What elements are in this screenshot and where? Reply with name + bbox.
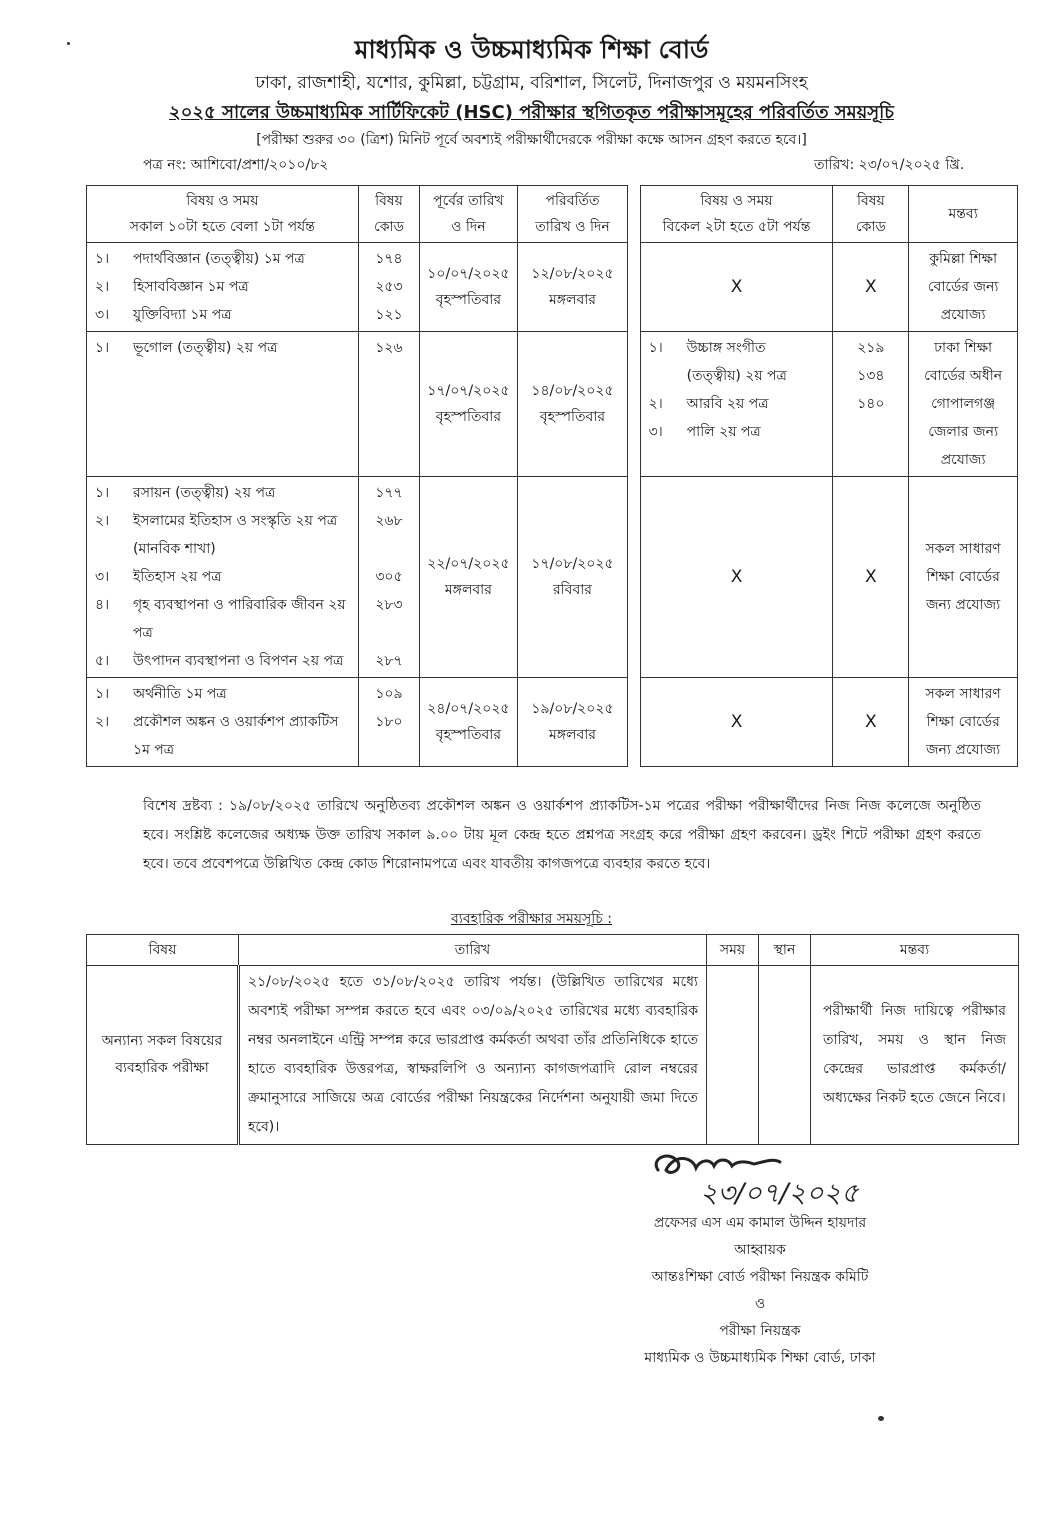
header-afternoon-subject: বিষয় ও সময় বিকেল ২টা হতে ৫টা পর্যন্ত <box>640 186 833 243</box>
subject-codes: ১৭৪ ২৫৩ ১২১ <box>358 243 420 332</box>
previous-date: ১০/০৭/২০২৫ বৃহস্পতিবার <box>420 243 517 332</box>
previous-date: ১৭/০৭/২০২৫ বৃহস্পতিবার <box>420 332 517 477</box>
afternoon-subjects <box>640 332 833 477</box>
signatory-name: প্রফেসর এস এম কামাল উদ্দিন হায়দার <box>653 1215 867 1231</box>
header-gap <box>628 186 640 243</box>
practical-place <box>759 966 811 1145</box>
exam-note: [পরীক্ষা শুরুর ৩০ (ত্রিশ) মিনিট পূর্বে অবশ্যই পরীক্ষার্থীদেরকে পরীক্ষা কক্ষে আসন গ্রহণ করতে হবে।] <box>256 132 807 148</box>
signature <box>640 1140 930 1210</box>
practical-subject: অন্যান্য সকল বিষয়ের ব্যবহারিক পরীক্ষা <box>87 966 239 1145</box>
subject-item: ২। আরবি ২য় পত্র <box>648 396 769 412</box>
remarks-cell: সকল সাধারণ শিক্ষা বোর্ডের জন্য প্রযোজ্য <box>909 477 1018 678</box>
subject-item: ৩। পালি ২য় পত্র <box>648 424 761 440</box>
special-note: বিশেষ দ্রষ্টব্য : ১৯/০৮/২০২৫ তারিখে অনুষ্ঠিতব্য প্রকৌশল অঙ্কন ও ওয়ার্কশপ প্র্যাকটিস-১ম পত্রের পরীক্ষা পরীক্ষার্থীদের নিজ নিজ কলেজে অনুষ্ঠিত হবে। সংশ্লিষ্ট কলেজের অধ্যক্ষ উক্ত তারিখ সকাল ৯.০০ টায় মূল কেন্দ্র হতে প্রশ্নপত্র সংগ্রহ করে পরীক্ষা গ্রহণ করবেন। ড্রইং শিটে পরীক্ষা গ্রহণ করতে হবে। তবে প্রবেশপত্রে উল্লিখিত কেন্দ্র কোড শিরোনামপত্রে এবং যাবতীয় কাগজপত্রে ব্যবহার করতে হবে। <box>143 798 981 872</box>
header-practical-time: সময় <box>707 935 759 966</box>
subject-codes: ১০৯ ১৮০ <box>358 678 420 767</box>
subject-item: ১। রসায়ন (তত্ত্বীয়) ২য় পত্র <box>95 485 276 501</box>
scan-speck <box>878 1416 884 1421</box>
header-afternoon-code: বিষয় কোড <box>833 186 909 243</box>
morning-subjects <box>87 477 359 678</box>
table-row <box>87 477 1018 678</box>
subject-item: ২। ইসলামের ইতিহাস ও সংস্কৃতি ২য় পত্র (মানবিক শাখা) <box>95 513 338 557</box>
afternoon-codes: ২১৯ ১৩৪ ১৪০ <box>833 332 909 477</box>
document-date: তারিখ: ২৩/০৭/২০২৫ খ্রি. <box>814 157 965 173</box>
morning-subjects <box>87 678 359 767</box>
schedule-table <box>86 185 1018 767</box>
signature-date: ২৩/০৭/২০২৫ <box>700 1178 859 1209</box>
afternoon-none-mark: X <box>640 243 833 332</box>
afternoon-none-mark: X <box>640 477 833 678</box>
header-new-date: পরিবর্তিত তারিখ ও দিন <box>517 186 628 243</box>
practical-time <box>707 966 759 1145</box>
previous-date: ২৪/০৭/২০২৫ বৃহস্পতিবার <box>420 678 517 767</box>
board-list: ঢাকা, রাজশাহী, যশোর, কুমিল্লা, চট্টগ্রাম, বরিশাল, সিলেট, দিনাজপুর ও ময়মনসিংহ <box>255 73 808 93</box>
signatory-board: মাধ্যমিক ও উচ্চমাধ্যমিক শিক্ষা বোর্ড, ঢাকা <box>644 1350 876 1366</box>
morning-subjects <box>87 243 359 332</box>
signatory-committee: আন্তঃশিক্ষা বোর্ড পরীক্ষা নিয়ন্ত্রক কমিটি <box>651 1269 869 1285</box>
previous-date: ২২/০৭/২০২৫ মঙ্গলবার <box>420 477 517 678</box>
remarks-cell: কুমিল্লা শিক্ষা বোর্ডের জন্য প্রযোজ্য <box>909 243 1018 332</box>
scan-speck <box>67 42 70 45</box>
practical-date-text: ২১/০৮/২০২৫ হতে ৩১/০৮/২০২৫ তারিখ পর্যন্ত। (উল্লিখিত তারিখের মধ্যে অবশ্যই পরীক্ষা সম্পন্ন করতে হবে এবং ০৩/০৯/২০২৫ তারিখের মধ্যে ব্যবহারিক নম্বর অনলাইনে এন্ট্রি সম্পন্ন করে ভারপ্রাপ্ত কর্মকর্তা অথবা তাঁর প্রতিনিধিকে হাতে হাতে ব্যবহারিক উত্তরপত্র, স্বাক্ষরলিপি ও অন্যান্য কাগজপত্রাদি রোল নম্বরের ক্রমানুসারে সাজিয়ে অত্র বোর্ডের পরীক্ষা নিয়ন্ত্রকের নির্দেশনা অনুযায়ী জমা দিতে হবে)। <box>239 966 707 1145</box>
subject-item: (তত্ত্বীয়) ২য় পত্র <box>686 368 787 384</box>
remarks-cell: সকল সাধারণ শিক্ষা বোর্ডের জন্য প্রযোজ্য <box>909 678 1018 767</box>
table-row <box>87 243 1018 332</box>
subject-codes: ১৭৭ ২৬৮ ৩০৫ ২৮৩ ২৮৭ <box>358 477 420 678</box>
table-header-row <box>87 186 1018 243</box>
signatory-block <box>560 1210 960 1372</box>
schedule-title: ২০২৫ সালের উচ্চমাধ্যমিক সার্টিফিকেট (HSC) পরীক্ষার স্থগিতকৃত পরীক্ষাসমূহের পরিবর্তিত সময়সূচি <box>169 102 894 123</box>
header-previous-date: পূর্বের তারিখ ও দিন <box>420 186 517 243</box>
remarks-cell: ঢাকা শিক্ষা বোর্ডের অধীন গোপালগঞ্জ জেলার জন্য প্রযোজ্য <box>909 332 1018 477</box>
header-practical-remarks: মন্তব্য <box>811 935 1019 966</box>
subject-item: ৩। ইতিহাস ২য় পত্র <box>95 569 222 585</box>
table-row <box>87 332 1018 477</box>
signatory-role: পরীক্ষা নিয়ন্ত্রক <box>719 1323 801 1339</box>
subject-item: ১। ভূগোল (তত্ত্বীয়) ২য় পত্র <box>95 340 278 356</box>
practical-heading: ব্যবহারিক পরীক্ষার সময়সূচি : <box>450 911 613 927</box>
subject-item: ১। অর্থনীতি ১ম পত্র <box>95 686 227 702</box>
new-date: ১২/০৮/২০২৫ মঙ্গলবার <box>517 243 628 332</box>
header-practical-place: স্থান <box>759 935 811 966</box>
subject-item: ১। পদার্থবিজ্ঞান (তত্ত্বীয়) ১ম পত্র <box>95 251 305 267</box>
board-title: মাধ্যমিক ও উচ্চমাধ্যমিক শিক্ষা বোর্ড <box>354 35 709 64</box>
morning-subjects <box>87 332 359 477</box>
subject-item: ৩। যুক্তিবিদ্যা ১ম পত্র <box>95 307 232 323</box>
new-date: ১৪/০৮/২০২৫ বৃহস্পতিবার <box>517 332 628 477</box>
subject-item: ৪। গৃহ ব্যবস্থাপনা ও পারিবারিক জীবন ২য় পত্র <box>95 597 346 641</box>
practical-table <box>86 934 1019 1145</box>
header-morning-subject: বিষয় ও সময় সকাল ১০টা হতে বেলা ১টা পর্যন্ত <box>87 186 359 243</box>
reference-number: পত্র নং: আশিবো/প্রশা/২০১০/৮২ <box>143 157 329 173</box>
header-remarks: মন্তব্য <box>909 186 1018 243</box>
header-practical-subject: বিষয় <box>87 935 239 966</box>
header-code: বিষয় কোড <box>358 186 420 243</box>
subject-codes: ১২৬ <box>358 332 420 477</box>
afternoon-code-none-mark: X <box>833 678 909 767</box>
subject-item: ৫। উৎপাদন ব্যবস্থাপনা ও বিপণন ২য় পত্র <box>95 653 344 669</box>
afternoon-none-mark: X <box>640 678 833 767</box>
subject-item: ২। হিসাববিজ্ঞান ১ম পত্র <box>95 279 249 295</box>
table-row <box>87 678 1018 767</box>
practical-row <box>87 966 1019 1145</box>
practical-remarks: পরীক্ষার্থী নিজ দায়িত্বে পরীক্ষার তারিখ, সময় ও স্থান নিজ কেন্দ্রের ভারপ্রাপ্ত কর্মকর্তা/অধ্যক্ষের নিকট হতে জেনে নিবে। <box>811 966 1019 1145</box>
afternoon-code-none-mark: X <box>833 477 909 678</box>
afternoon-code-none-mark: X <box>833 243 909 332</box>
signatory-designation: আহ্বায়ক <box>734 1242 786 1258</box>
subject-item: ২। প্রকৌশল অঙ্কন ও ওয়ার্কশপ প্র্যাকটিস ১ম পত্র <box>95 714 339 758</box>
new-date: ১৯/০৮/২০২৫ মঙ্গলবার <box>517 678 628 767</box>
practical-header-row <box>87 935 1019 966</box>
header-practical-date: তারিখ <box>239 935 707 966</box>
signatory-conjunction: ও <box>754 1296 766 1312</box>
subject-item: ১। উচ্চাঙ্গ সংগীত <box>648 340 766 356</box>
new-date: ১৭/০৮/২০২৫ রবিবার <box>517 477 628 678</box>
